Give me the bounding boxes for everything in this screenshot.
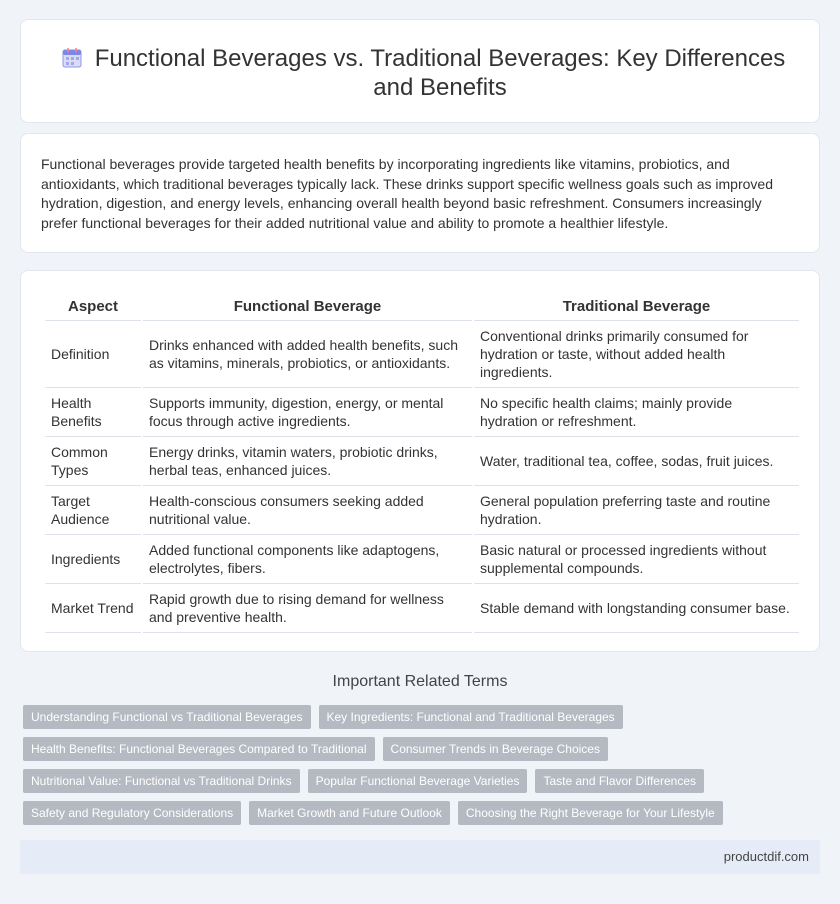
comparison-table-card bbox=[20, 270, 820, 652]
related-term-tag[interactable]: Taste and Flavor Differences bbox=[535, 769, 704, 793]
footer bbox=[20, 840, 820, 874]
table-row bbox=[44, 321, 799, 388]
related-term-tag[interactable]: Health Benefits: Functional Beverages Compared to Traditional bbox=[23, 737, 375, 761]
table-cell-aspect: Ingredients bbox=[44, 535, 142, 584]
table-row bbox=[44, 584, 799, 633]
table-cell-aspect: Common Types bbox=[44, 437, 142, 486]
table-cell-aspect: Health Benefits bbox=[44, 388, 142, 437]
calendar-icon bbox=[61, 47, 83, 69]
header-card bbox=[20, 19, 820, 123]
column-header-functional: Functional Beverage bbox=[142, 293, 473, 321]
table-cell-aspect: Market Trend bbox=[44, 584, 142, 633]
comparison-table bbox=[43, 293, 799, 633]
related-terms-title: Important Related Terms bbox=[332, 673, 508, 690]
table-cell-functional: Energy drinks, vitamin waters, probiotic drinks, herbal teas, enhanced juices. bbox=[142, 437, 473, 486]
related-term-tag[interactable]: Consumer Trends in Beverage Choices bbox=[383, 737, 608, 761]
table-row bbox=[44, 486, 799, 535]
table-row bbox=[44, 535, 799, 584]
related-term-tag[interactable]: Market Growth and Future Outlook bbox=[249, 801, 450, 825]
table-cell-traditional: Conventional drinks primarily consumed for hydration or taste, without added health ingredients. bbox=[473, 321, 799, 388]
related-term-tag[interactable]: Understanding Functional vs Traditional Beverages bbox=[23, 705, 311, 729]
table-row bbox=[44, 437, 799, 486]
tag-row bbox=[23, 705, 823, 729]
table-cell-functional: Health-conscious consumers seeking added nutritional value. bbox=[142, 486, 473, 535]
table-row bbox=[44, 388, 799, 437]
intro-card bbox=[20, 133, 820, 253]
column-header-traditional: Traditional Beverage bbox=[473, 293, 799, 321]
tag-row bbox=[23, 769, 823, 793]
table-cell-aspect: Target Audience bbox=[44, 486, 142, 535]
table-cell-functional: Drinks enhanced with added health benefits, such as vitamins, minerals, probiotics, or antioxidants. bbox=[142, 321, 473, 388]
related-term-tag[interactable]: Nutritional Value: Functional vs Traditional Drinks bbox=[23, 769, 300, 793]
table-cell-aspect: Definition bbox=[44, 321, 142, 388]
tag-row bbox=[23, 801, 823, 825]
table-cell-traditional: Stable demand with longstanding consumer base. bbox=[473, 584, 799, 633]
related-term-tag[interactable]: Safety and Regulatory Considerations bbox=[23, 801, 241, 825]
table-cell-functional: Supports immunity, digestion, energy, or mental focus through active ingredients. bbox=[142, 388, 473, 437]
column-header-aspect: Aspect bbox=[44, 293, 142, 321]
table-cell-traditional: Basic natural or processed ingredients without supplemental compounds. bbox=[473, 535, 799, 584]
related-term-tag[interactable]: Choosing the Right Beverage for Your Lifestyle bbox=[458, 801, 723, 825]
table-cell-traditional: No specific health claims; mainly provide hydration or refreshment. bbox=[473, 388, 799, 437]
intro-text: Functional beverages provide targeted health benefits by incorporating ingredients like vitamins, probiotics, and antioxidants, which traditional beverages typically lack. These drinks support specific wellness goals such as improved hydration, digestion, and energy levels, enhancing overall health beyond basic refreshment. Consumers increasingly prefer functional beverages for their added nutritional value and ability to promote a healthier lifestyle. bbox=[41, 156, 773, 231]
page-title: Functional Beverages vs. Traditional Beverages: Key Differences and Benefits bbox=[94, 45, 786, 101]
table-cell-traditional: Water, traditional tea, coffee, sodas, fruit juices. bbox=[473, 437, 799, 486]
tag-row bbox=[23, 737, 823, 761]
related-terms-tags bbox=[23, 705, 823, 833]
related-term-tag[interactable]: Key Ingredients: Functional and Traditional Beverages bbox=[319, 705, 623, 729]
footer-site-link[interactable]: productdif.com bbox=[723, 849, 809, 864]
table-cell-functional: Added functional components like adaptogens, electrolytes, fibers. bbox=[142, 535, 473, 584]
table-header-row bbox=[44, 293, 799, 321]
table-cell-functional: Rapid growth due to rising demand for wellness and preventive health. bbox=[142, 584, 473, 633]
related-term-tag[interactable]: Popular Functional Beverage Varieties bbox=[308, 769, 528, 793]
table-cell-traditional: General population preferring taste and routine hydration. bbox=[473, 486, 799, 535]
